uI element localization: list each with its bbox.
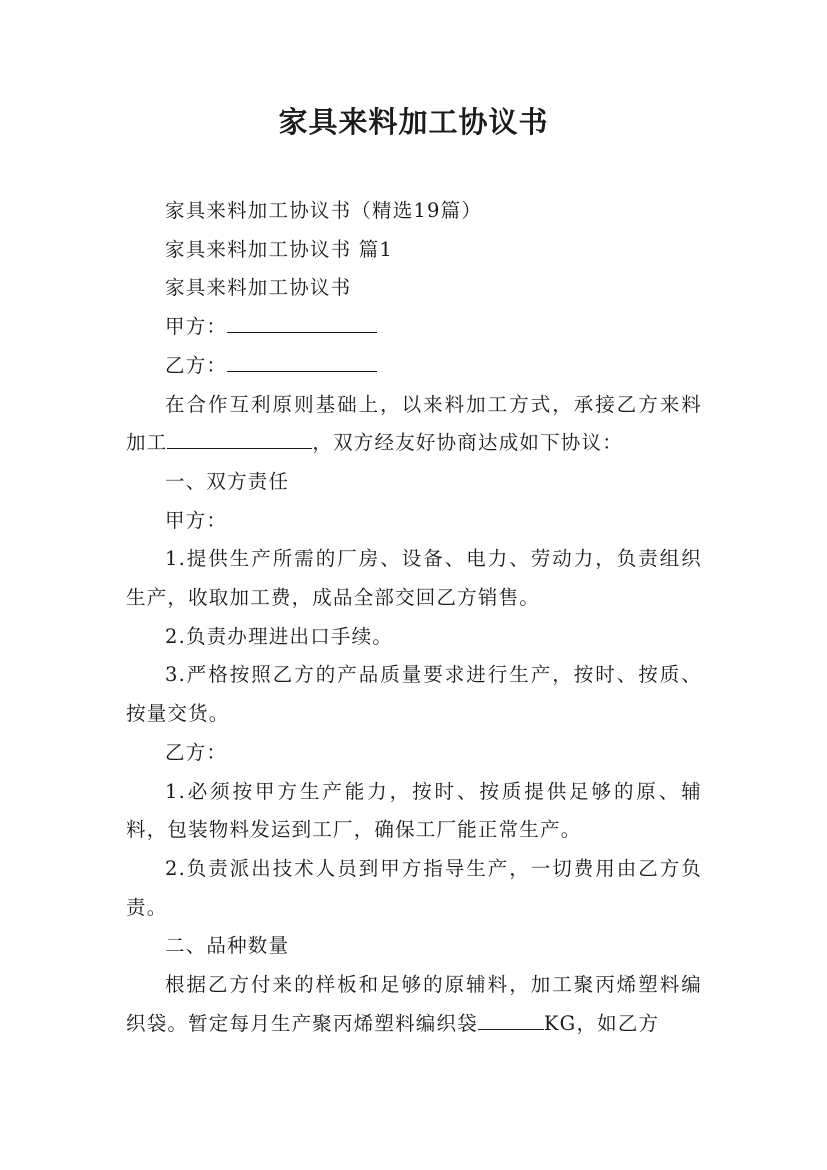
party-b-duty-2: 2.负责派出技术人员到甲方指导生产，一切费用由乙方负责。 [126, 856, 702, 919]
party-b-duties-heading: 乙方： [165, 740, 228, 764]
party-a-duty-3: 3.严格按照乙方的产品质量要求进行生产，按时、按质、按量交货。 [126, 663, 702, 726]
monthly-quantity-blank [478, 1010, 544, 1030]
party-b-duty-1: 1.必须按甲方生产能力，按时、按质提供足够的原、辅料，包装物料发运到工厂，确保工厂能正常生产。 [126, 779, 702, 842]
party-a-label: 甲方： [165, 315, 228, 339]
party-b-label: 乙方： [165, 353, 228, 377]
party-b-line [126, 347, 702, 386]
quantity-text-before: 根据乙方付来的样板和足够的原辅料，加工聚丙烯塑料编织袋。暂定每月生产聚丙烯塑料编织袋 [126, 973, 702, 1035]
party-a-line [126, 308, 702, 347]
quantity-text-after: KG，如乙方 [543, 1011, 660, 1035]
party-a-duties-heading: 甲方： [165, 508, 228, 532]
intro-paragraph [126, 386, 702, 463]
section-responsibilities-heading: 一、双方责任 [165, 469, 290, 493]
intro-text-after: ，双方经友好协商达成如下协议： [312, 431, 623, 455]
party-a-blank [227, 314, 377, 334]
quantity-paragraph [126, 966, 702, 1043]
party-a-duty-1: 1.提供生产所需的厂房、设备、电力、劳动力，负责组织生产，收取加工费，成品全部交回乙方销售。 [126, 547, 702, 610]
party-a-duty-2: 2.负责办理进出口手续。 [165, 624, 394, 648]
intro-text-before: 在合作互利原则基础上，以来料加工方式，承接乙方来料加工 [126, 392, 702, 455]
party-b-blank [227, 352, 377, 372]
agreement-name: 家具来料加工协议书 [165, 276, 352, 300]
document-body [126, 192, 702, 1043]
processing-item-blank [167, 430, 312, 450]
subtitle-line: 家具来料加工协议书（精选19篇） [165, 199, 483, 222]
section-quantity-heading: 二、品种数量 [165, 934, 290, 958]
chapter-heading: 家具来料加工协议书 篇1 [165, 237, 394, 261]
document-title: 家具来料加工协议书 [278, 105, 549, 139]
